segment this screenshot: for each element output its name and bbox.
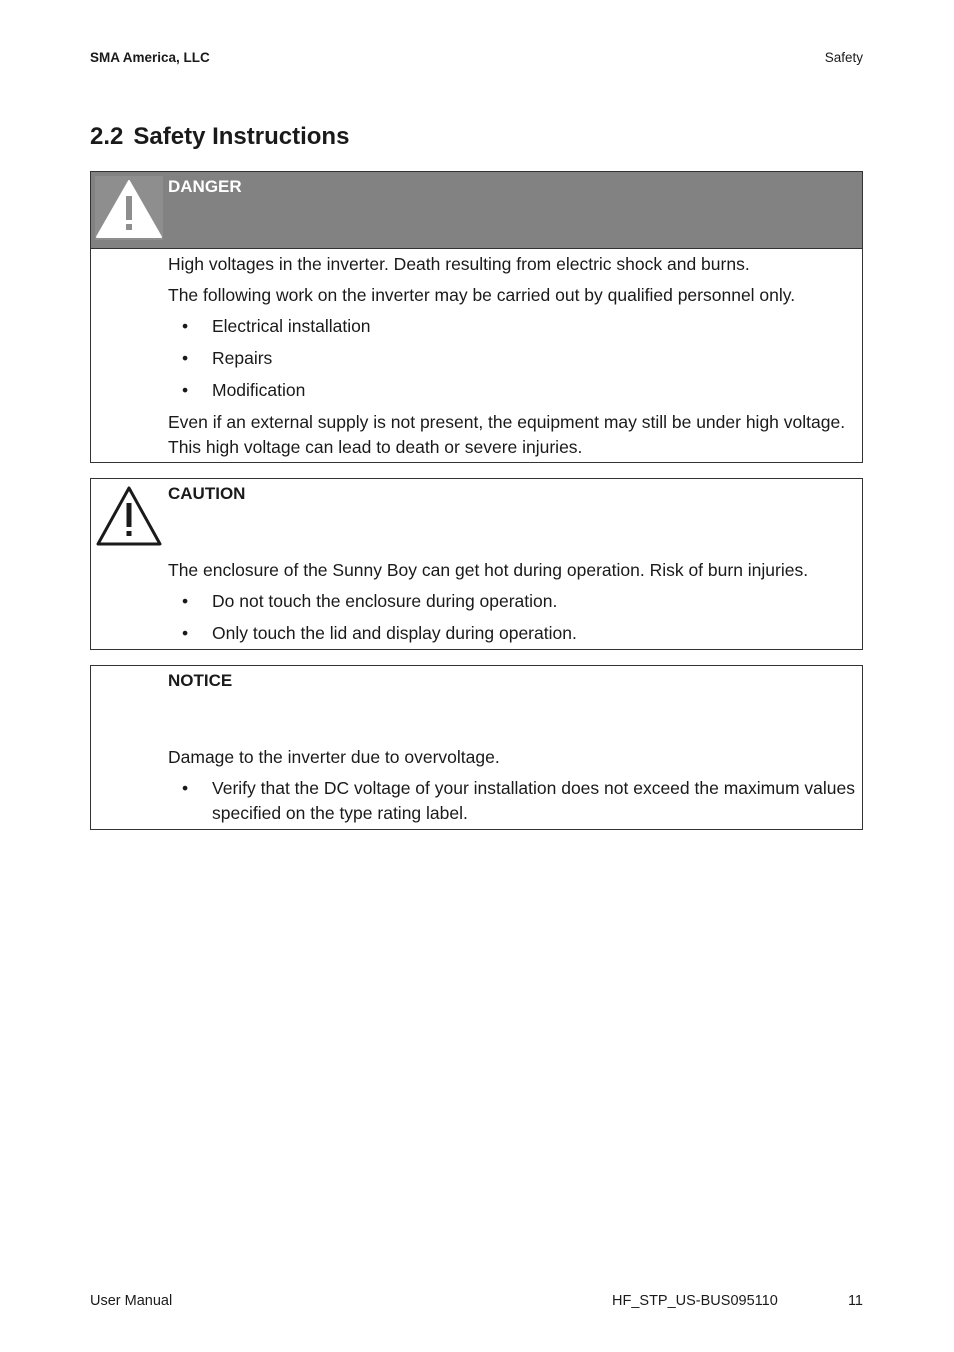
notice-list — [168, 776, 856, 826]
caution-list — [168, 589, 856, 646]
caution-header — [91, 479, 862, 555]
notice-box — [90, 665, 863, 830]
danger-body — [91, 249, 862, 464]
header-company: SMA America, LLC — [90, 50, 210, 65]
page-number: 11 — [847, 1293, 863, 1309]
notice-intro: Damage to the inverter due to overvoltage. — [168, 747, 500, 767]
footer-doc-type: User Manual — [90, 1293, 173, 1309]
bullet-icon: • — [182, 348, 189, 368]
caution-box — [90, 478, 863, 650]
warning-triangle-icon — [95, 483, 163, 547]
list-item: • Verify that the DC voltage of your installation does not exceed the maximum values specified on the type rating label. — [182, 778, 855, 823]
section-title — [90, 123, 349, 151]
danger-intro: High voltages in the inverter. Death resulting from electric shock and burns. — [168, 254, 750, 274]
list-item: • Only touch the lid and display during operation. — [168, 621, 856, 646]
bullet-icon: • — [182, 316, 189, 336]
danger-outro: Even if an external supply is not present, the equipment may still be under high voltage. This high voltage can lead to death or severe injuries. — [168, 412, 846, 457]
danger-list — [168, 314, 856, 403]
bullet-icon: • — [182, 591, 189, 611]
footer-doc-code: HF_STP_US-BUS095110 — [612, 1293, 778, 1309]
list-item: • Modification — [168, 378, 856, 403]
bullet-icon: • — [182, 778, 189, 798]
header-chapter: Safety — [824, 50, 863, 65]
danger-box — [90, 171, 863, 463]
bullet-icon: • — [182, 380, 189, 400]
notice-header — [91, 666, 862, 745]
list-item: • Electrical installation — [168, 314, 856, 339]
danger-signal-word: DANGER — [168, 177, 242, 196]
list-item: • Do not touch the enclosure during operation. — [168, 589, 856, 614]
caution-intro: The enclosure of the Sunny Boy can get hot during operation. Risk of burn injuries. — [168, 560, 809, 580]
danger-header — [91, 172, 862, 249]
section-title-text: Safety Instructions — [133, 123, 350, 150]
caution-signal-word: CAUTION — [168, 484, 246, 503]
warning-triangle-icon — [95, 176, 163, 240]
notice-signal-word: NOTICE — [168, 671, 233, 690]
section-number: 2.2 — [90, 123, 124, 150]
notice-body — [91, 745, 862, 836]
bullet-icon: • — [182, 623, 189, 643]
caution-body — [91, 555, 862, 656]
danger-lead: The following work on the inverter may be carried out by qualified personnel only. — [168, 285, 796, 305]
list-item: • Repairs — [168, 346, 856, 371]
